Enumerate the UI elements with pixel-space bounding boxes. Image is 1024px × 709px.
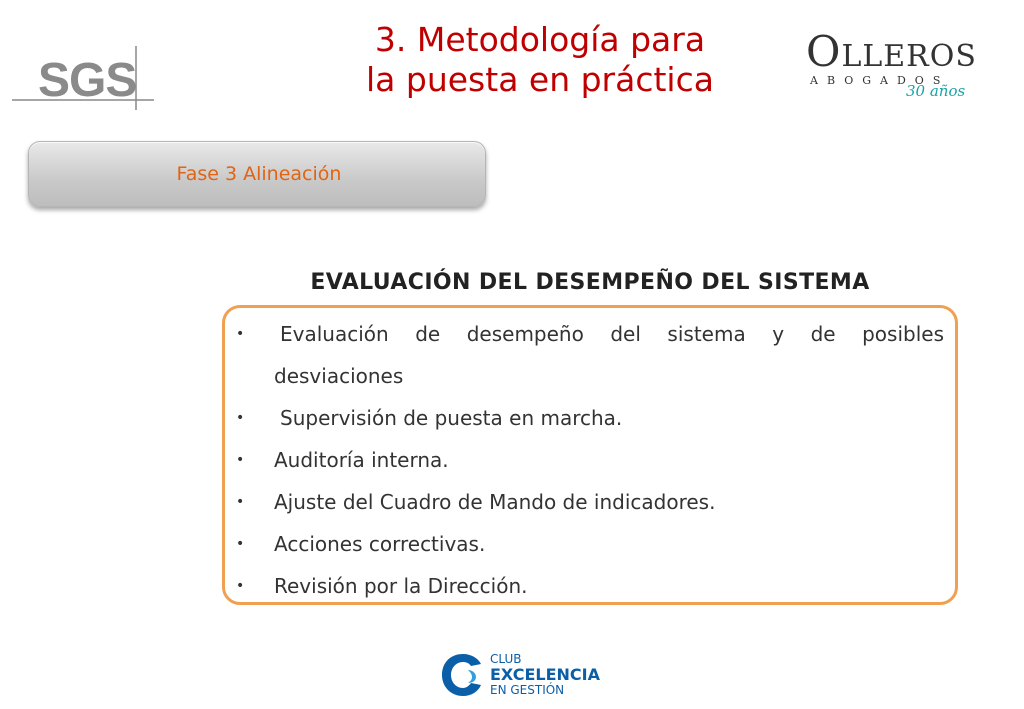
list-item-text: Evaluación de desempeño del sistema y de posibles [280, 322, 944, 346]
page-title-line-1: 3. Metodología para [374, 20, 706, 59]
sgs-logo [12, 38, 158, 118]
list-item-text: Supervisión de puesta en marcha. [280, 406, 623, 430]
olleros-logo-initial: O [806, 27, 842, 76]
club-logo-line-1: CLUB [490, 652, 522, 666]
club-logo-line-3: EN GESTIÓN [490, 683, 565, 697]
list-item-text: Revisión por la Dirección. [274, 574, 528, 598]
bullet-icon: • [236, 452, 245, 468]
olleros-logo-name [806, 27, 977, 76]
list-item-text: Auditoría interna. [274, 448, 449, 472]
club-logo-emblem-icon [438, 650, 488, 700]
list-item [236, 481, 944, 523]
phase-label: Fase 3 Alineación [176, 163, 342, 185]
bullet-icon: • [236, 494, 245, 510]
olleros-logo-years: 30 años [906, 82, 966, 100]
bullet-icon: • [236, 578, 245, 594]
bullet-icon: • [236, 536, 245, 552]
olleros-logo-rest: LLEROS [841, 39, 977, 74]
sgs-logo-text: SGS [38, 54, 137, 107]
list-item-text: Ajuste del Cuadro de Mando de indicadores. [274, 490, 716, 514]
bullet-icon: • [236, 410, 245, 426]
club-excelencia-logo [438, 650, 608, 702]
list-item [236, 439, 944, 481]
list-item-continuation: desviaciones [274, 364, 404, 388]
list-item [236, 397, 944, 439]
page-title [340, 20, 740, 100]
page-title-line-2: la puesta en práctica [366, 60, 714, 99]
list-item [236, 313, 944, 397]
list-item-text: Acciones correctivas. [274, 532, 486, 556]
list-item [236, 565, 944, 607]
section-heading: EVALUACIÓN DEL DESEMPEÑO DEL SISTEMA [310, 270, 870, 295]
club-logo-text [490, 653, 600, 697]
phase-banner [28, 141, 486, 207]
club-logo-line-2: EXCELENCIA [490, 665, 600, 684]
bullet-list [236, 313, 944, 607]
bullet-icon: • [236, 326, 245, 342]
list-item [236, 523, 944, 565]
olleros-logo [806, 27, 986, 105]
olleros-logo-subtitle: ABOGADOS [810, 74, 950, 87]
